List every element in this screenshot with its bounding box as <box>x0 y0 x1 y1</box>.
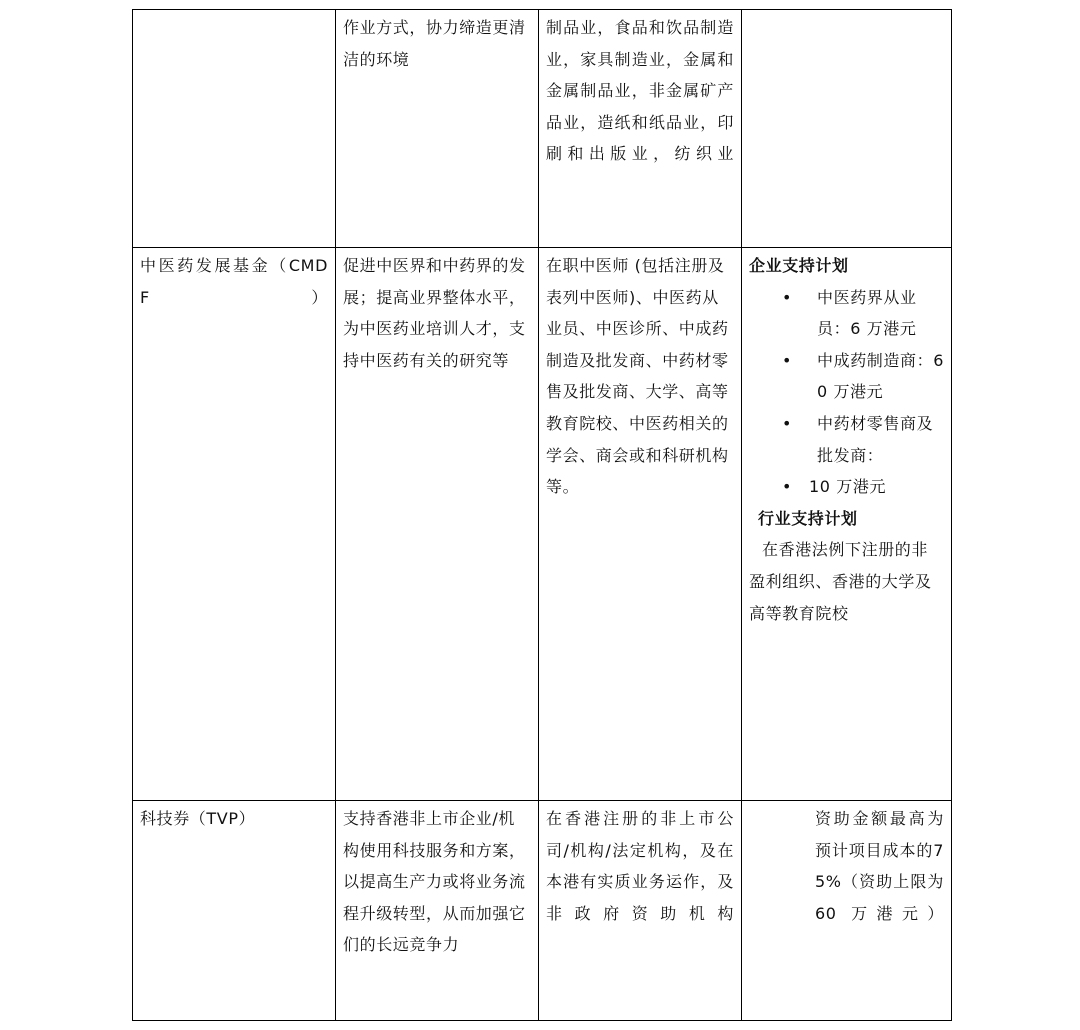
cell-funding <box>742 248 952 801</box>
cell-eligibility <box>539 10 742 248</box>
cell-eligibility <box>539 801 742 1021</box>
cell-purpose: 作业方式，协力缔造更清洁的环境 <box>336 10 539 248</box>
eligibility-text: 在香港注册的非上市公司/机构/法定机构，及在本港有实质业务运作，及非政府资助机构 <box>546 809 734 923</box>
list-item: • 10 万港元 <box>749 471 944 503</box>
list-item: • 中医药界从业员：6 万港元 <box>749 282 944 345</box>
section-heading: 行业支持计划 <box>758 508 858 528</box>
cell-funding <box>742 801 952 1021</box>
cell-purpose: 促进中医界和中药界的发展；提高业界整体水平，为中医药业培训人才，支持中医药有关的研究等 <box>336 248 539 801</box>
table-row <box>133 10 952 248</box>
section-heading: 企业支持计划 <box>749 256 849 275</box>
cell-eligibility: 在职中医师 (包括注册及表列中医师)、中医药从业员、中医诊所、中成药制造及批发商、中药材零售及批发商、大学、高等教育院校、中医药相关的学会、商会或和科研机构等。 <box>539 248 742 801</box>
list-item: • 中成药制造商：60 万港元 <box>749 345 944 408</box>
funding-table <box>132 9 952 1021</box>
cell-fund-name <box>133 10 336 248</box>
list-item: • 中药材零售商及批发商： <box>749 408 944 471</box>
fund-name-text: 中医药发展基金（CMDF） <box>140 256 328 307</box>
table-row <box>133 248 952 801</box>
funding-bullet-list <box>749 282 944 503</box>
cell-purpose: 支持香港非上市企业/机构使用科技服务和方案，以提高生产力或将业务流程升级转型，从而加强它们的长远竞争力 <box>336 801 539 1021</box>
eligibility-text: 制品业，食品和饮品制造业，家具制造业，金属和金属制品业，非金属矿产品业，造纸和纸品业，印刷和出版业，纺织业 <box>546 18 734 164</box>
section-text <box>749 534 944 629</box>
section-text-content: 在香港法例下注册的非盈利组织、香港的大学及高等教育院校 <box>749 540 932 623</box>
cell-fund-name: 科技券（TVP） <box>133 801 336 1021</box>
cell-funding <box>742 10 952 248</box>
funding-text: 资助金额最高为预计项目成本的75%（资助上限为 60 万港元） <box>815 809 944 923</box>
cell-fund-name <box>133 248 336 801</box>
table-row <box>133 801 952 1021</box>
